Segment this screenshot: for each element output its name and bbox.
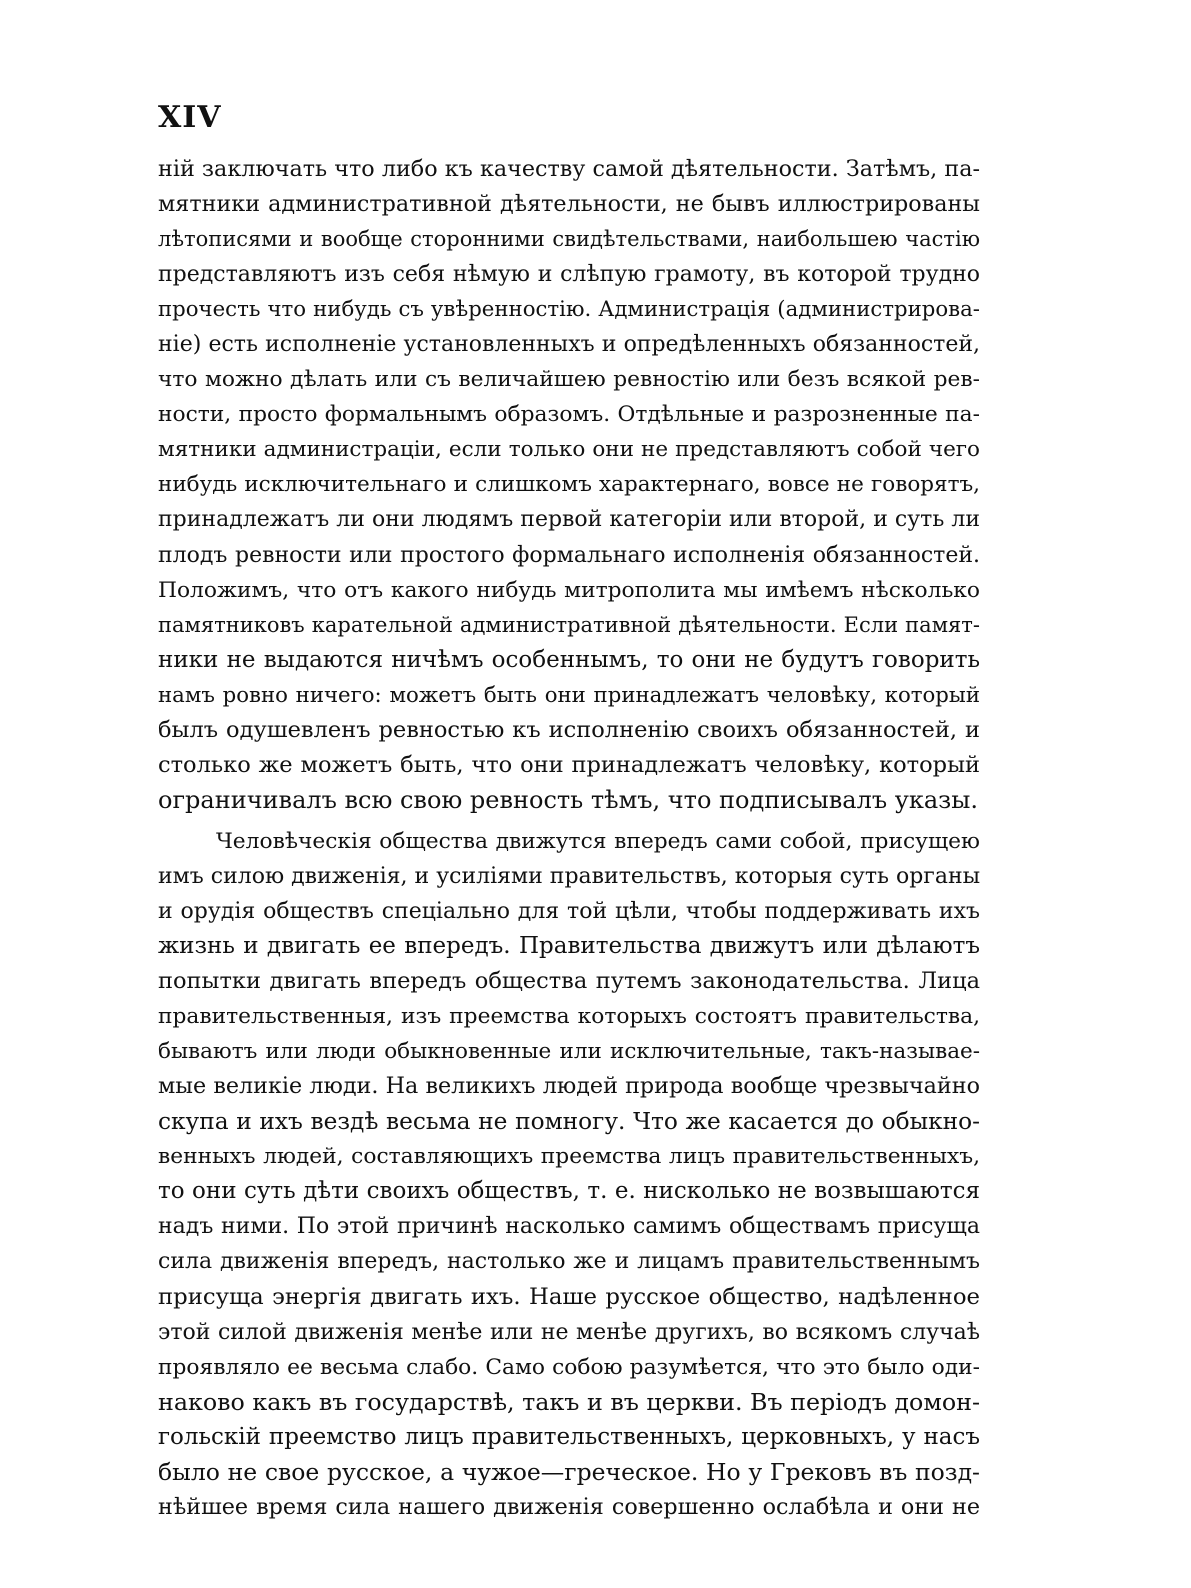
body-text: [158, 152, 980, 1525]
text-line: лѣтописями и вообще сторонними свидѣтельствами, наибольшею частію: [158, 227, 980, 252]
text-line: сила движенія впередъ, настолько же и лицамъ правительственнымъ: [158, 1249, 980, 1275]
text-line: правительственныя, изъ преемства которыхъ состоятъ правительства,: [158, 1004, 980, 1030]
paragraph-1: [158, 152, 980, 818]
text-line: присуща энергія двигать ихъ. Наше русское общество, надѣленное: [158, 1283, 980, 1310]
paragraph-2: [158, 824, 980, 1525]
text-line: Положимъ, что отъ какого нибудь митрополита мы имѣемъ нѣсколько: [158, 577, 980, 603]
text-line: и орудія обществъ спеціально для той цѣли, чтобы поддерживать ихъ: [158, 898, 980, 924]
text-line: венныхъ людей, составляющихъ преемства лицъ правительственныхъ,: [158, 1144, 980, 1170]
text-line: мятники администраціи, если только они не представляютъ собой чего: [158, 437, 980, 463]
text-line: былъ одушевленъ ревностью къ исполненію своихъ обязанностей, и: [158, 716, 980, 743]
text-line: проявляло ее весьма слабо. Само собою разумѣется, что это было оди-: [158, 1354, 980, 1380]
text-line: мые великіе люди. На великихъ людей природа вообще чрезвычайно: [158, 1073, 980, 1100]
text-line: принадлежатъ ли они людямъ первой категоріи или второй, и суть ли: [158, 507, 980, 533]
text-line: то они суть дѣти своихъ обществъ, т. е. нисколько не возвышаются: [158, 1178, 980, 1205]
text-line: ограничивалъ всю свою ревность тѣмъ, что подписывалъ указы.: [158, 785, 978, 814]
text-line: нѣйшее время сила нашего движенія совершенно ослабѣла и они не: [158, 1493, 980, 1520]
text-line: бываютъ или люди обыкновенные или исключительные, такъ-называе-: [158, 1039, 980, 1065]
page-number: XIV: [158, 100, 222, 135]
text-line: памятниковъ карательной административной дѣятельности. Если памят-: [158, 612, 980, 637]
text-line: ники не выдаются ничѣмъ особеннымъ, то они не будутъ говорить: [158, 646, 980, 673]
text-line: жизнь и двигать ее впередъ. Правительства движутъ или дѣлаютъ: [158, 933, 980, 960]
text-line: прочесть что нибудь съ увѣренностію. Администрація (администрирова-: [158, 297, 980, 323]
text-line: представляютъ изъ себя нѣмую и слѣпую грамоту, въ которой трудно: [158, 262, 980, 288]
text-line: ніе) есть исполненіе установленныхъ и опредѣленныхъ обязанностей,: [158, 332, 980, 358]
text-line: скупа и ихъ вездѣ весьма не помногу. Что же касается до обыкно-: [158, 1108, 980, 1136]
text-line: Человѣческія общества движутся впередъ сами собой, присущею: [216, 828, 980, 854]
text-line: ній заключать что либо къ качеству самой дѣятельности. Затѣмъ, па-: [158, 156, 980, 182]
text-line: ности, просто формальнымъ образомъ. Отдѣльные и разрозненные па-: [158, 402, 980, 428]
text-line: было не свое русское, а чужое—греческое. Но у Грековъ въ позд-: [158, 1457, 980, 1486]
text-line: нибудь исключительнаго и слишкомъ характернаго, вовсе не говорятъ,: [158, 472, 980, 498]
text-line: имъ силою движенія, и усиліями правительствъ, которыя суть органы: [158, 863, 980, 889]
text-line: гольскій преемство лицъ правительственныхъ, церковныхъ, у насъ: [158, 1423, 980, 1450]
text-line: намъ ровно ничего: можетъ быть они принадлежатъ человѣку, который: [158, 682, 980, 708]
text-line: попытки двигать впередъ общества путемъ законодательства. Лица: [158, 968, 980, 995]
text-line: этой силой движенія менѣе или не менѣе другихъ, во всякомъ случаѣ: [158, 1319, 980, 1345]
text-line: плодъ ревности или простого формальнаго исполненія обязанностей.: [158, 542, 980, 568]
text-line: столько же можетъ быть, что они принадлежатъ человѣку, который: [158, 751, 980, 778]
text-line: наково какъ въ государствѣ, такъ и въ церкви. Въ періодъ домон-: [158, 1387, 980, 1416]
text-line: надъ ними. По этой причинѣ насколько самимъ обществамъ присуща: [158, 1214, 980, 1240]
text-line: что можно дѣлать или съ величайшею ревностію или безъ всякой рев-: [158, 367, 980, 393]
text-line: мятники административной дѣятельности, не бывъ иллюстрированы: [158, 191, 980, 218]
